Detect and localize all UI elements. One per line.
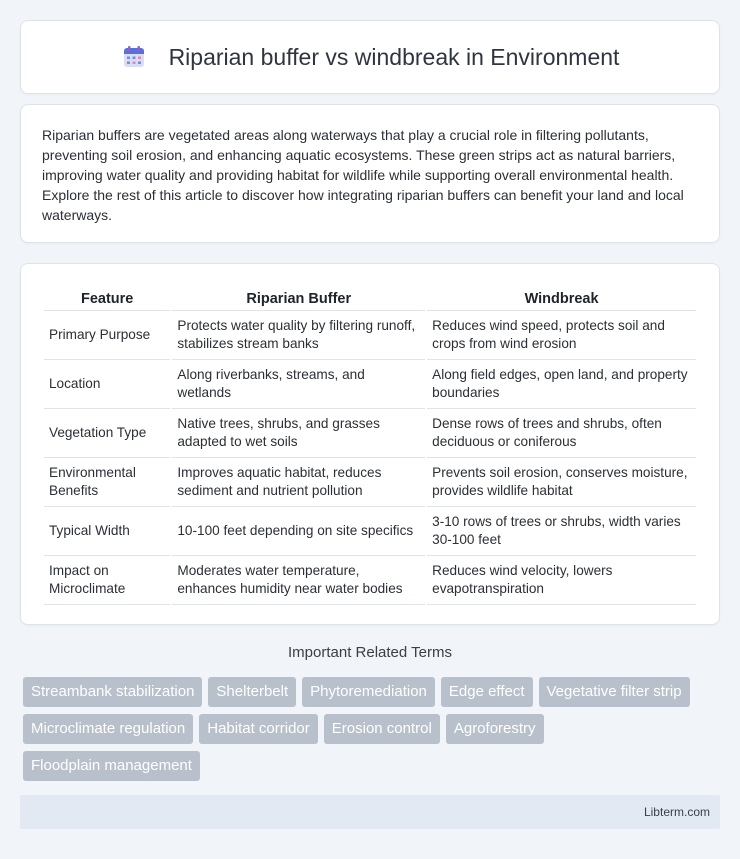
intro-text: Riparian buffers are vegetated areas along waterways that play a crucial role in filtering pollutants, preventing soil erosion, and enhancing aquatic ecosystems. These green strips act as natural barriers, improving water quality and providing habitat for wildlife while supporting overall environmental health. Explore the rest of this article to discover how integrating riparian buffers can benefit your land and local waterways.	[42, 127, 684, 223]
related-term-tag[interactable]: Edge effect	[441, 677, 533, 707]
calendar-icon	[121, 44, 147, 70]
table-header-row	[44, 284, 696, 311]
table-row	[44, 360, 696, 409]
feature-cell: Vegetation Type	[44, 409, 170, 458]
feature-cell: Primary Purpose	[44, 311, 170, 360]
header-card	[20, 20, 720, 94]
riparian-cell: Along riverbanks, streams, and wetlands	[172, 360, 425, 409]
related-terms-title: Important Related Terms	[288, 644, 452, 661]
table-row	[44, 458, 696, 507]
intro-card	[20, 104, 720, 243]
table-row	[44, 507, 696, 556]
feature-cell: Location	[44, 360, 170, 409]
related-term-tag[interactable]: Microclimate regulation	[23, 714, 193, 744]
related-term-tag[interactable]: Agroforestry	[446, 714, 544, 744]
related-term-tag[interactable]: Vegetative filter strip	[539, 677, 690, 707]
windbreak-cell: Reduces wind velocity, lowers evapotranspiration	[427, 556, 696, 605]
related-term-tag[interactable]: Shelterbelt	[208, 677, 296, 707]
related-terms-list	[23, 677, 723, 781]
riparian-cell: Improves aquatic habitat, reduces sediment and nutrient pollution	[172, 458, 425, 507]
header-windbreak: Windbreak	[427, 284, 696, 311]
riparian-cell: Protects water quality by filtering runoff, stabilizes stream banks	[172, 311, 425, 360]
footer-bar	[20, 795, 720, 829]
related-term-tag[interactable]: Streambank stabilization	[23, 677, 202, 707]
comparison-table	[42, 284, 698, 605]
table-row	[44, 311, 696, 360]
table-row	[44, 409, 696, 458]
related-term-tag[interactable]: Habitat corridor	[199, 714, 318, 744]
related-term-tag[interactable]: Floodplain management	[23, 751, 200, 781]
header-riparian-buffer: Riparian Buffer	[172, 284, 425, 311]
windbreak-cell: Prevents soil erosion, conserves moisture, provides wildlife habitat	[427, 458, 696, 507]
feature-cell: Environmental Benefits	[44, 458, 170, 507]
riparian-cell: Moderates water temperature, enhances humidity near water bodies	[172, 556, 425, 605]
comparison-card	[20, 263, 720, 625]
feature-cell: Impact on Microclimate	[44, 556, 170, 605]
page-title: Riparian buffer vs windbreak in Environment	[168, 43, 620, 70]
title-wrap	[121, 44, 620, 71]
windbreak-cell: Along field edges, open land, and property boundaries	[427, 360, 696, 409]
related-term-tag[interactable]: Erosion control	[324, 714, 440, 744]
table-row	[44, 556, 696, 605]
related-term-tag[interactable]: Phytoremediation	[302, 677, 435, 707]
footer-site-link[interactable]: Libterm.com	[643, 805, 710, 819]
windbreak-cell: Reduces wind speed, protects soil and crops from wind erosion	[427, 311, 696, 360]
header-feature: Feature	[44, 284, 170, 311]
windbreak-cell: Dense rows of trees and shrubs, often deciduous or coniferous	[427, 409, 696, 458]
feature-cell: Typical Width	[44, 507, 170, 556]
windbreak-cell: 3-10 rows of trees or shrubs, width varies 30-100 feet	[427, 507, 696, 556]
riparian-cell: Native trees, shrubs, and grasses adapted to wet soils	[172, 409, 425, 458]
riparian-cell: 10-100 feet depending on site specifics	[172, 507, 425, 556]
